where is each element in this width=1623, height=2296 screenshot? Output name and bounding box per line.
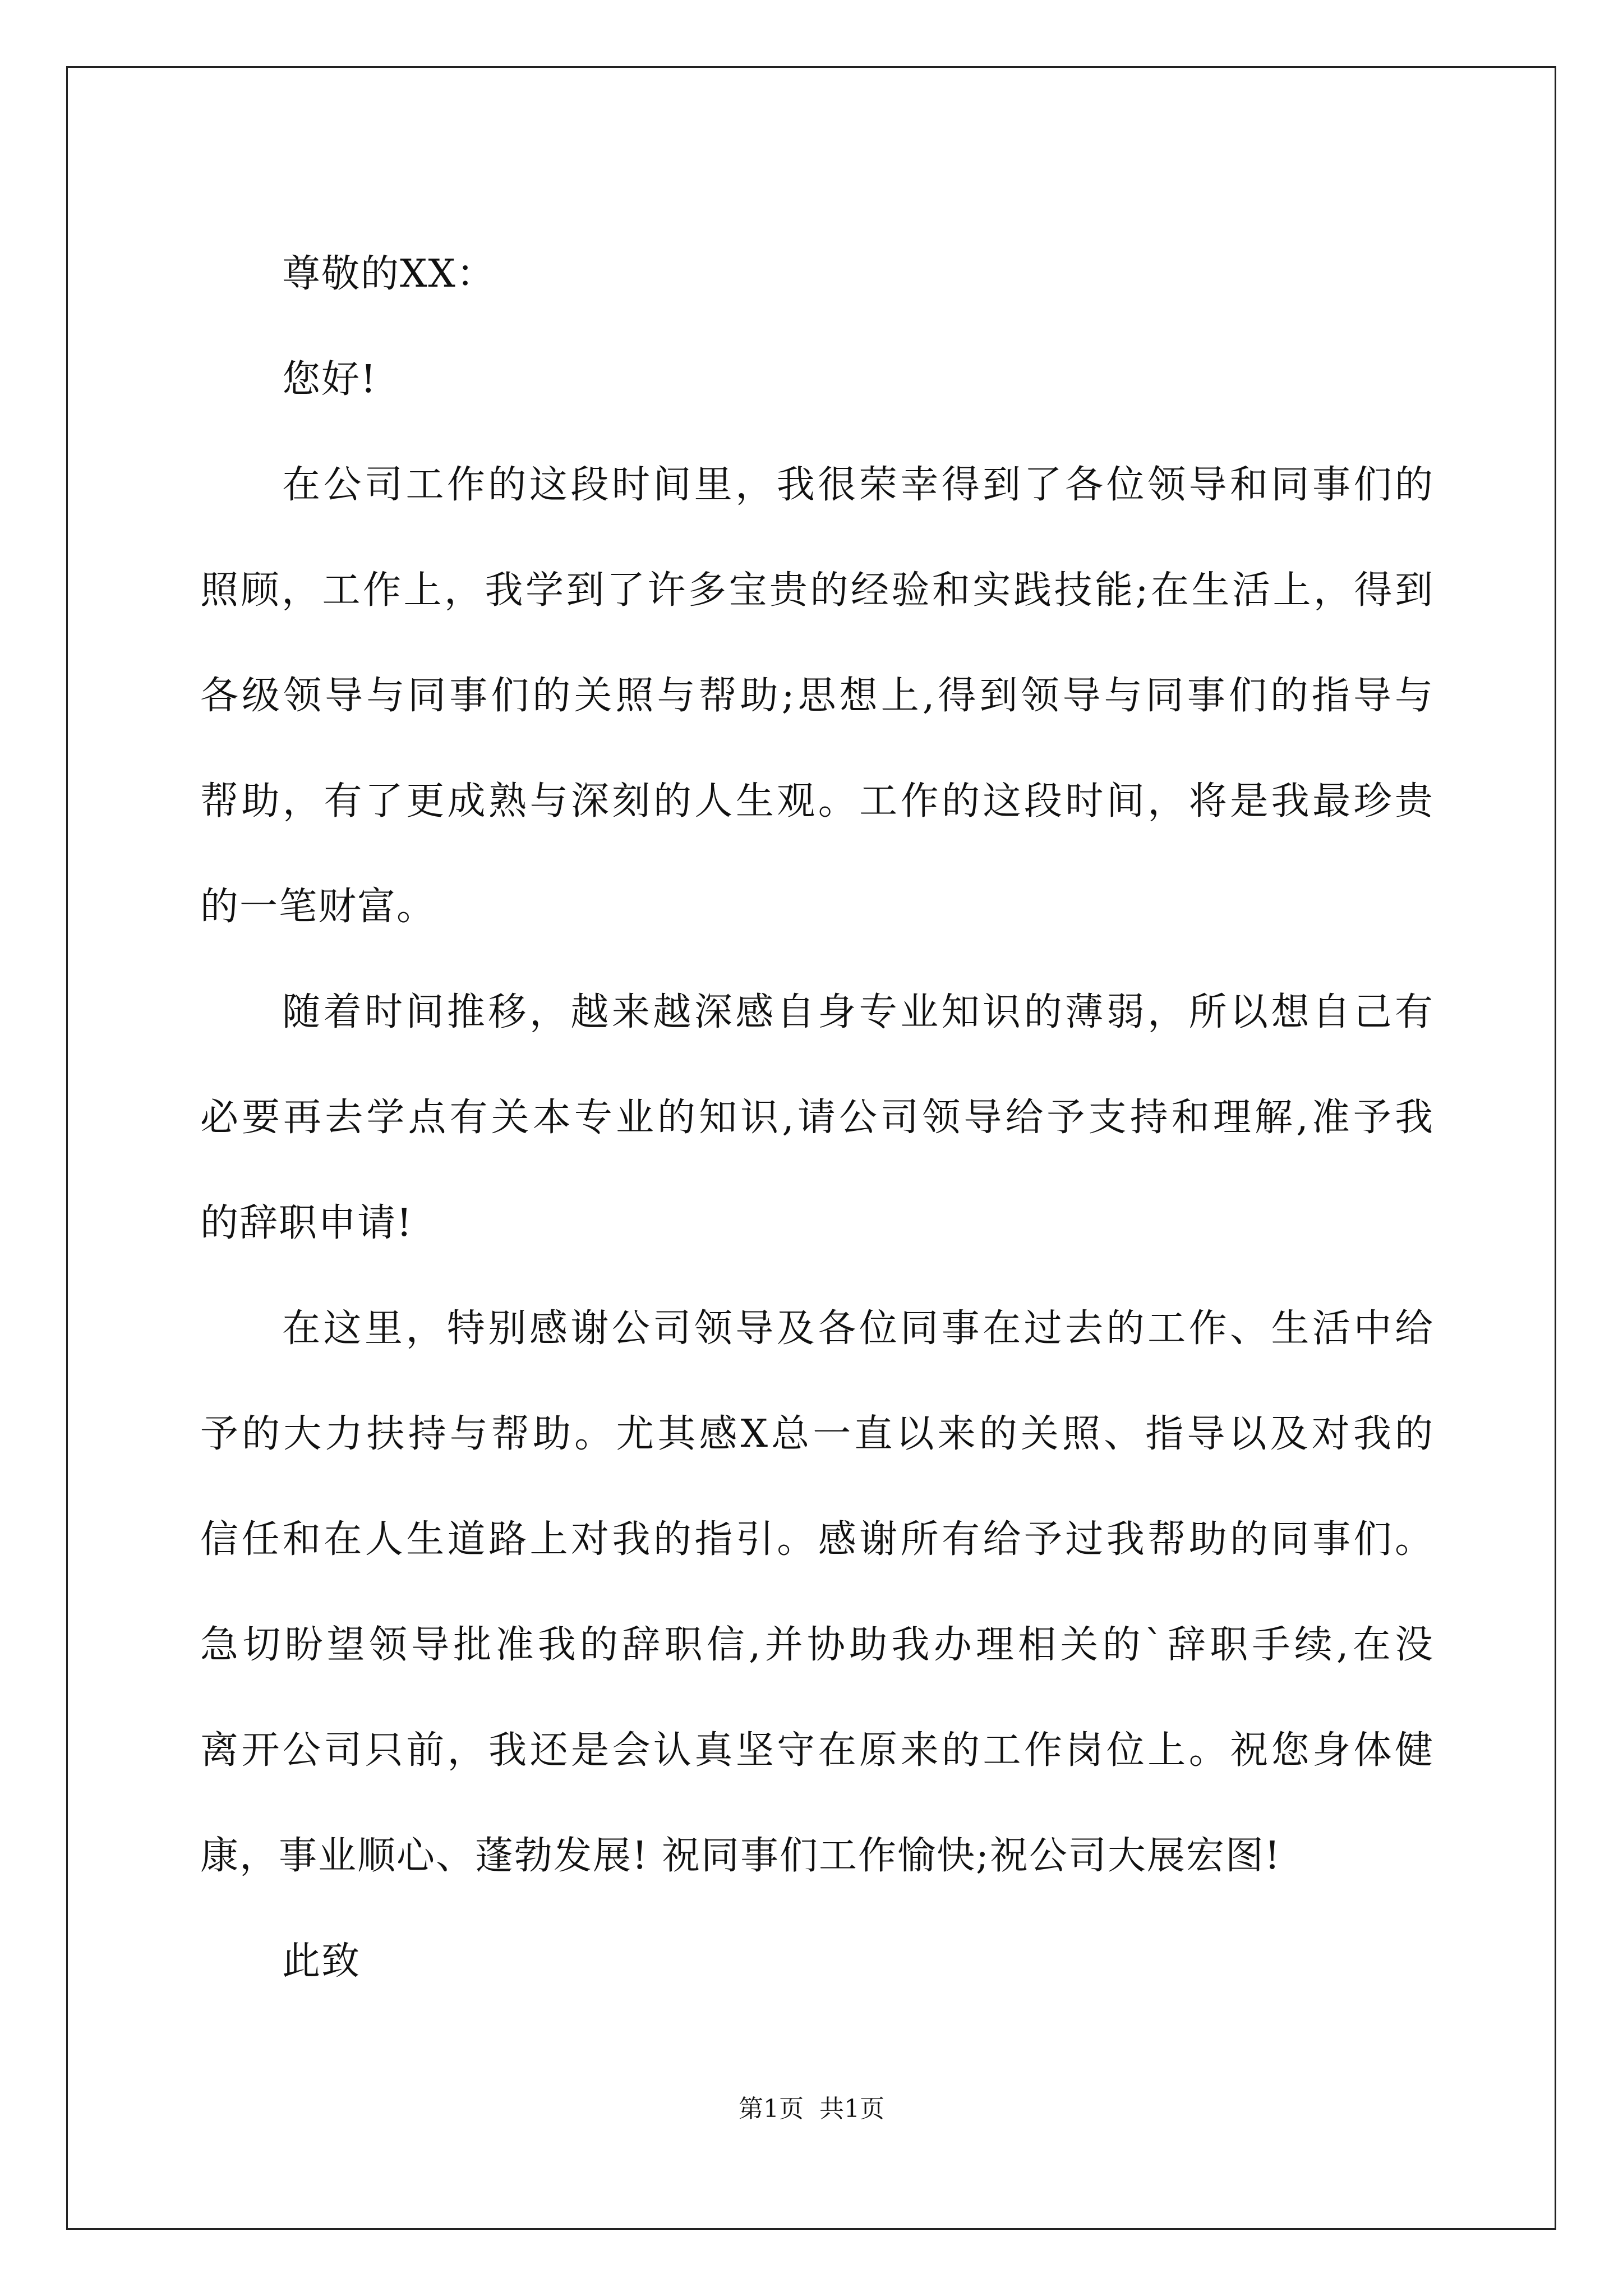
paragraph-3-line-5: 离开公司只前，我还是会认真坚守在原来的工作岗位上。祝您身体健 bbox=[200, 1728, 1434, 1773]
letter-body bbox=[200, 222, 1434, 2014]
paragraph-2-line-1: 随着时间推移，越来越深感自身专业知识的薄弱，所以想自己有 bbox=[282, 990, 1434, 1034]
closing: 此致 bbox=[282, 1939, 361, 1984]
paragraph-1-line-1: 在公司工作的这段时间里，我很荣幸得到了各位领导和同事们的 bbox=[282, 463, 1434, 507]
greeting: 您好! bbox=[282, 357, 377, 402]
page-footer: 第1页 共1页 bbox=[739, 2095, 884, 2123]
salutation: 尊敬的XX： bbox=[282, 252, 496, 296]
paragraph-1-line-3: 各级领导与同事们的关照与帮助;思想上,得到领导与同事们的指导与 bbox=[200, 674, 1434, 718]
paragraph-3-line-3: 信任和在人生道路上对我的指引。感谢所有给予过我帮助的同事们。 bbox=[200, 1517, 1434, 1562]
paragraph-1-line-4: 帮助，有了更成熟与深刻的人生观。工作的这段时间，将是我最珍贵 bbox=[200, 779, 1434, 823]
paragraph-1-line-2: 照顾，工作上，我学到了许多宝贵的经验和实践技能;在生活上，得到 bbox=[200, 568, 1434, 613]
paragraph-1-line-5: 的一笔财富。 bbox=[200, 885, 436, 929]
paragraph-3-line-2: 予的大力扶持与帮助。尤其感X总一直以来的关照、指导以及对我的 bbox=[200, 1412, 1434, 1456]
paragraph-3-line-6: 康，事业顺心、蓬勃发展! 祝同事们工作愉快;祝公司大展宏图! bbox=[200, 1834, 1281, 1878]
paragraph-2-line-2: 必要再去学点有关本专业的知识,请公司领导给予支持和理解,准予我 bbox=[200, 1096, 1434, 1140]
paragraph-3-line-4: 急切盼望领导批准我的辞职信,并协助我办理相关的`辞职手续,在没 bbox=[200, 1623, 1434, 1667]
paragraph-2-line-3: 的辞职申请! bbox=[200, 1201, 413, 1245]
paragraph-3-line-1: 在这里，特别感谢公司领导及各位同事在过去的工作、生活中给 bbox=[282, 1306, 1434, 1351]
